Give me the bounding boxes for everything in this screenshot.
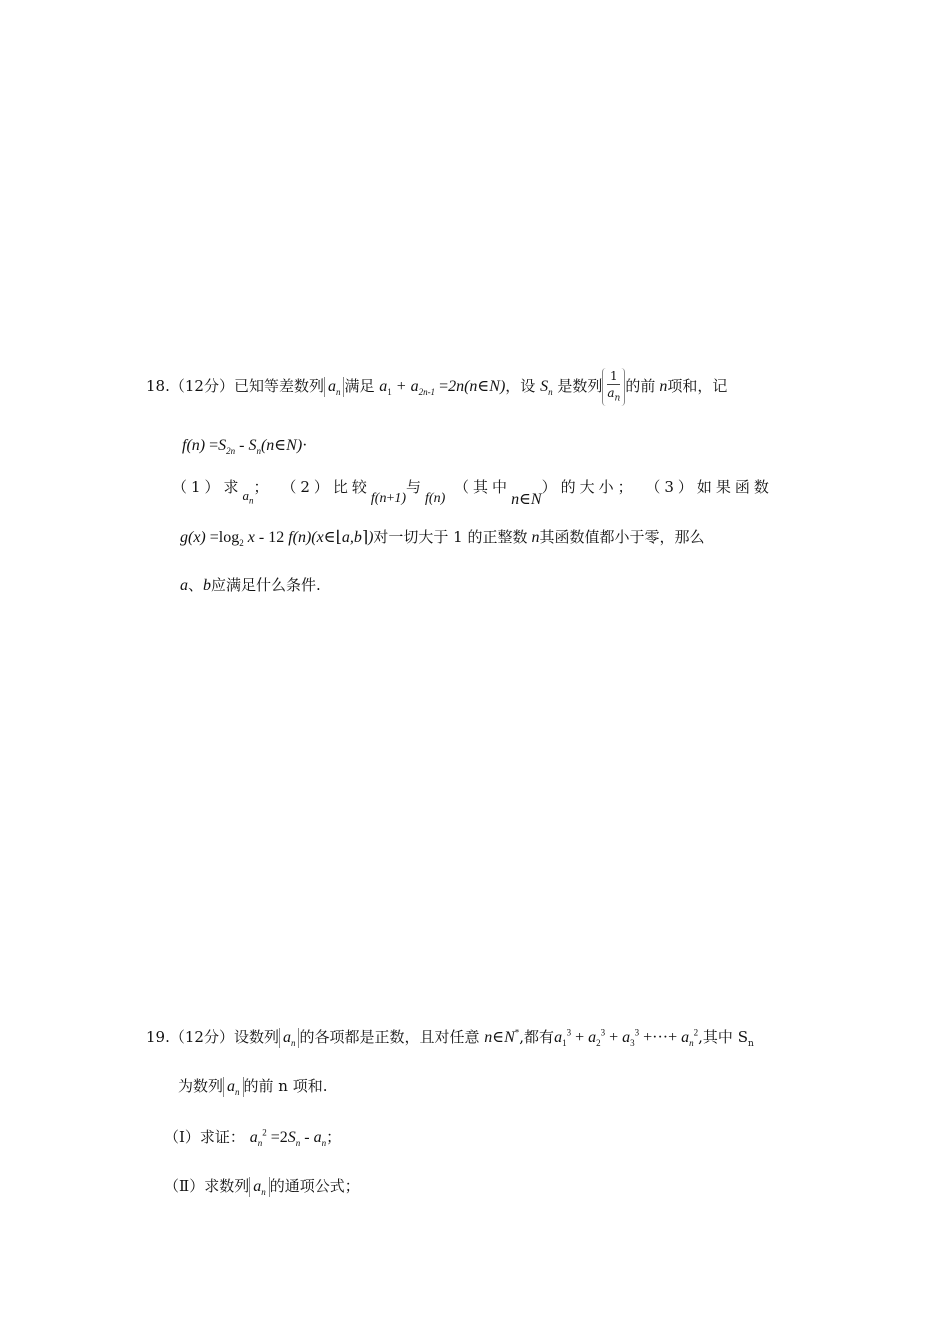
p19-all-have: ,都有 [519, 1028, 555, 1046]
p18-cond-text: 对一切大于 1 的正整数 [373, 528, 528, 546]
formula-f-n: f(n) [425, 491, 446, 506]
p18-part2-paren: （其中 [454, 478, 512, 496]
p18-dot: · [302, 437, 308, 454]
p18-number: 18. [146, 377, 170, 395]
p18-satisfies: 满足 [344, 377, 375, 395]
p18-part1-label: （1）求 [172, 478, 243, 496]
p18-ab-end: 应满足什么条件. [211, 576, 321, 594]
frac-numerator: 1 [607, 368, 620, 385]
p18-ab-sep: 、 [188, 576, 204, 594]
p18-parts-line [172, 480, 773, 508]
p18-formula-f: $f(n) =S_{2n}$ - $S_n(n\in N)\cdot$ [182, 437, 308, 457]
fraction-1-over-an: $\frac{1}{a_n}$ [607, 369, 621, 404]
formula-sn: $S_n$ [540, 378, 553, 398]
p18-line4 [180, 528, 705, 549]
var-b: b [203, 577, 212, 594]
p19-intro: 设数列 [233, 1028, 279, 1046]
p19-line1 [146, 1028, 754, 1048]
var-n-2: n [527, 529, 540, 546]
p18-terms-note: 项和，记 [667, 377, 728, 395]
formula-n-in-Nstar: n∈N* [484, 1027, 520, 1046]
p19-part2-end: 的通项公式； [269, 1177, 360, 1195]
p19-line2 [178, 1077, 327, 1097]
p18-front: 的前 [625, 377, 656, 395]
p18-part3-label: （3）如果函数 [645, 478, 773, 496]
formula-an-19c: $a_n$ [249, 1177, 270, 1197]
formula-an-19b: $a_n$ [223, 1077, 244, 1097]
formula-f-n-plus-1: f(n+1) [370, 491, 407, 506]
var-a: a [180, 577, 188, 594]
p18-comma-set: ，设 [505, 377, 536, 395]
var-n: n [655, 378, 668, 395]
p19-part2 [164, 1177, 360, 1197]
p18-part2-label: （2）比较 [281, 478, 371, 496]
p18-is-sequence: 是数列 [557, 377, 603, 395]
p19-part1-end: ； [326, 1128, 342, 1146]
formula-an: $a_n$ [324, 377, 345, 397]
formula-sum-condition: $a_1 + a_{2n-1}$ =2n(n∈N) [379, 378, 506, 398]
p19-score: （12分） [169, 1028, 234, 1046]
formula-an2-eq: $a_n^2 =2S_n - a_n$ [249, 1127, 327, 1149]
p19-part1-label: （Ⅰ）求证： [164, 1128, 245, 1146]
p18-intro: 已知等差数列 [233, 377, 324, 395]
p19-where: ,其中 S [698, 1028, 748, 1046]
p18-cond-text2: 其函数值都小于零，那么 [539, 528, 705, 546]
p19-where-sub: n [747, 1039, 754, 1049]
p19-line2-prefix: 为数列 [178, 1077, 224, 1095]
formula-g: $g(x) =\log_2$ x - 12 f(n)(x∈⌊a,b⌉) [180, 529, 374, 549]
formula-an-19: $a_n$ [279, 1028, 300, 1048]
p19-all-positive: 的各项都是正数，且对任意 [299, 1028, 480, 1046]
formula-recip-seq [602, 368, 625, 406]
p18-part2-size: ）的大小； [541, 478, 637, 496]
p19-part1 [164, 1127, 342, 1149]
p19-line2-suffix: 的前 n 项和. [243, 1077, 328, 1095]
p18-line1 [146, 368, 727, 406]
p19-number: 19. [146, 1028, 170, 1046]
formula-n-in-N: n∈N [511, 491, 542, 508]
p18-line5 [180, 578, 321, 594]
p19-part2-label: （Ⅱ）求数列 [164, 1177, 250, 1195]
p18-part2-with: 与 [406, 478, 426, 496]
formula-an-small: $a_n$ [242, 488, 254, 506]
p18-part1-end: ； [253, 478, 273, 496]
p18-score: （12分） [169, 377, 234, 395]
formula-cube-sum: $a_1^3 + a_2^3 + a_3^3$ +···+ $a_n^2$ [554, 1027, 699, 1049]
